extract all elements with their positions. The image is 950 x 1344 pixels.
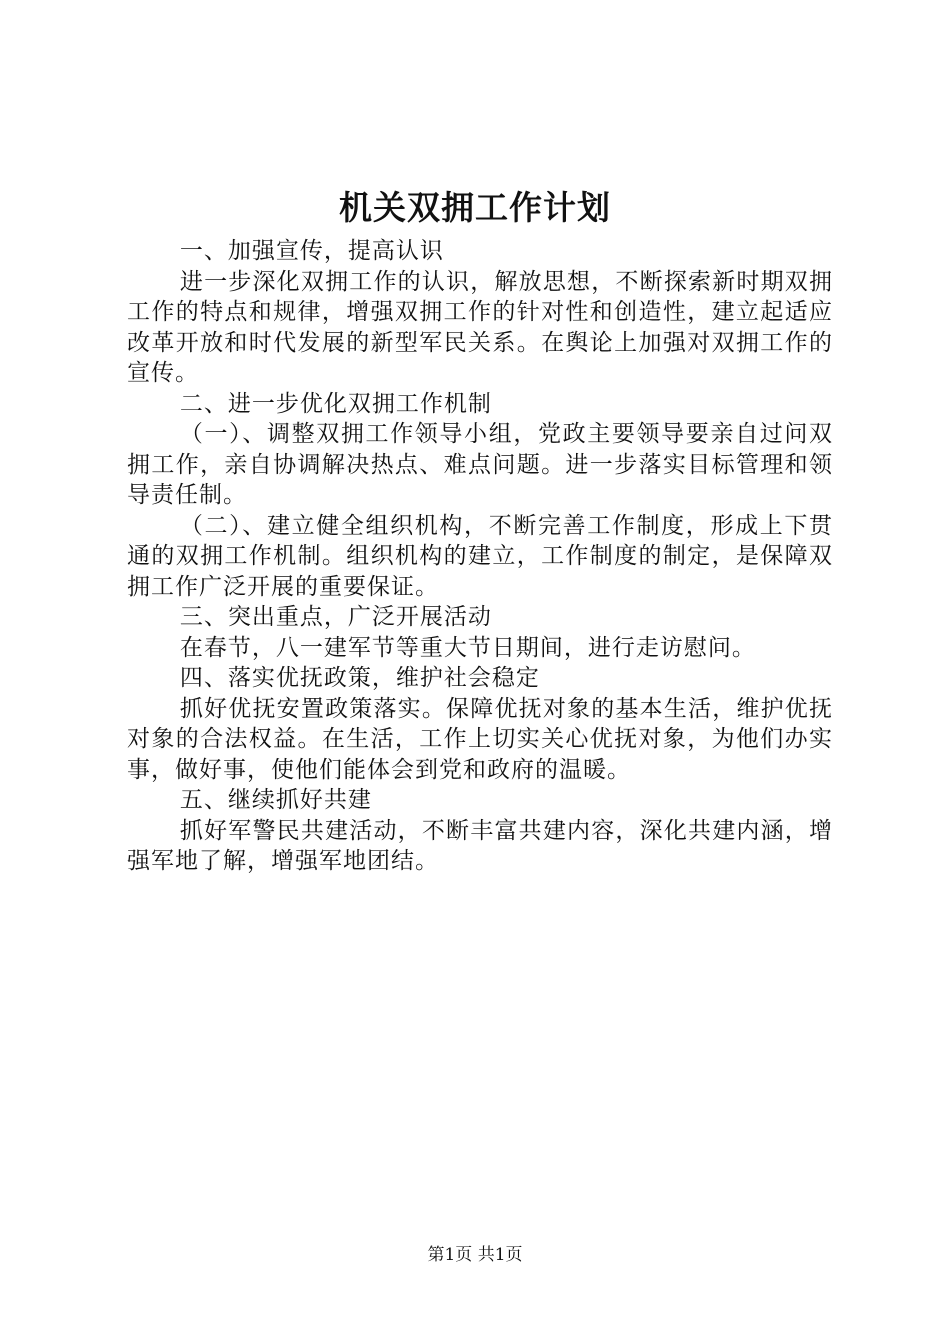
section-heading-2: 二、进一步优化双拥工作机制	[179, 390, 492, 417]
section-heading-1: 一、加强宣传，提高认识	[179, 238, 444, 264]
paragraph-3: 在春节，八一建军节等重大节日期间，进行走访慰问。	[179, 634, 756, 661]
paragraph-1: 进一步深化双拥工作的认识，解放思想，不断探索新时期双拥工作的特点和规律，增强双拥工作的针对性和创造性，建立起适应改革开放和时代发展的新型军民关系。在舆论上加强对双拥工作的宣传。	[127, 268, 833, 386]
document-title: 机关双拥工作计划	[339, 188, 611, 227]
paragraph-5: 抓好军警民共建活动，不断丰富共建内容，深化共建内涵，增强军地了解，增强军地团结。	[127, 817, 833, 874]
section-heading-5: 五、继续抓好共建	[179, 787, 372, 813]
paragraph-2-1: （一）、调整双拥工作领导小组，党政主要领导要亲自过问双拥工作，亲自协调解决热点、难点问题。进一步落实目标管理和领导责任制。	[127, 421, 833, 508]
page-footer: 第1页 共1页	[427, 1245, 523, 1265]
paragraph-2-2: （二）、建立健全组织机构，不断完善工作制度，形成上下贯通的双拥工作机制。组织机构的建立，工作制度的制定，是保障双拥工作广泛开展的重要保证。	[127, 512, 833, 600]
paragraph-4: 抓好优抚安置政策落实。保障优抚对象的基本生活，维护优抚对象的合法权益。在生活，工作上切实关心优抚对象，为他们办实事，做好事，使他们能体会到党和政府的温暖。	[127, 695, 833, 783]
section-heading-3: 三、突出重点，广泛开展活动	[179, 604, 492, 630]
document-body	[127, 236, 833, 877]
section-heading-4: 四、落实优抚政策，维护社会稳定	[179, 665, 540, 691]
